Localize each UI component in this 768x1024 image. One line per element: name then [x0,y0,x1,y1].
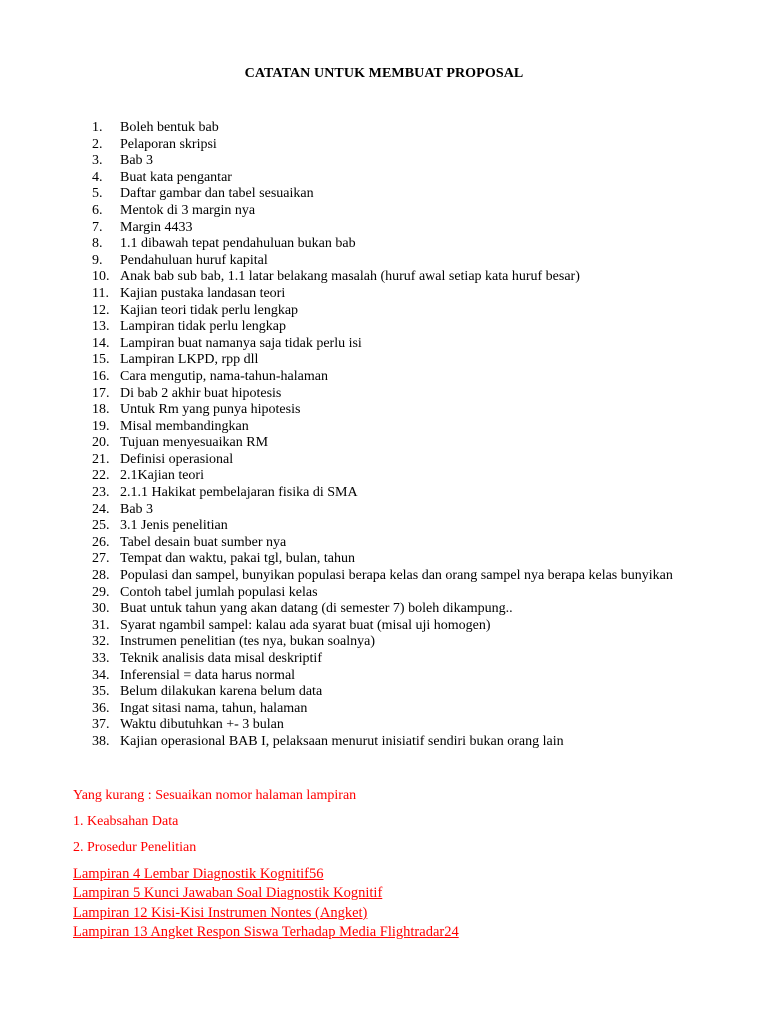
list-item-number: 1. [92,120,103,135]
list-item [72,668,752,685]
list-item-text: Misal membandingkan [120,418,249,434]
note-item-prosedur-penelitian: 2. Prosedur Penelitian [73,840,197,855]
list-item-number: 13. [92,319,110,335]
list-item [72,435,752,452]
list-item [72,153,752,170]
list-item [72,568,752,585]
list-item [72,137,752,154]
list-item-text: Bab 3 [120,153,154,169]
list-item [72,452,752,469]
list-item-number: 12. [92,302,110,318]
list-item-number: 21. [92,451,110,467]
list-item [72,535,752,552]
list-item-number: 20. [92,435,110,451]
list-item [72,551,752,568]
link-lampiran-12[interactable]: Lampiran 12 Kisi-Kisi Instrumen Nontes (Angket) [73,905,368,921]
list-item-number: 4. [92,169,103,185]
list-item [72,734,752,751]
list-item-number: 11. [92,285,109,301]
list-item [72,269,752,286]
list-item-number: 19. [92,418,110,434]
list-item-text: Pelaporan skripsi [120,136,217,152]
list-item-text: 2.1Kajian teori [120,468,204,484]
link-lampiran-13[interactable]: Lampiran 13 Angket Respon Siswa Terhadap Media Flightradar24 [73,924,459,940]
list-item-number: 38. [92,733,110,749]
list-item-number: 25. [92,518,110,534]
list-item-text: Syarat ngambil sampel: kalau ada syarat buat (misal uji homogen) [120,617,491,633]
list-item [72,717,752,734]
list-item [72,236,752,253]
list-item-number: 16. [92,368,110,384]
list-item-text: 3.1 Jenis penelitian [120,518,228,534]
list-item-number: 7. [92,219,103,235]
list-item-number: 9. [92,252,103,268]
list-item-number: 15. [92,352,110,368]
list-item [72,336,752,353]
list-item-number: 23. [92,485,110,501]
list-item-number: 5. [92,186,103,202]
list-item [72,585,752,602]
list-item [72,502,752,519]
list-item-text: Pendahuluan huruf kapital [120,252,268,268]
list-item-number: 29. [92,584,110,600]
list-item-number: 2. [92,136,103,152]
list-item [72,634,752,651]
list-item [72,303,752,320]
list-item-text: Buat kata pengantar [120,169,232,185]
list-item-number: 33. [92,651,110,666]
list-item-number: 34. [92,667,110,683]
list-item-text: Teknik analisis data misal deskriptif [120,651,322,666]
list-item [72,419,752,436]
list-item-text: Cara mengutip, nama-tahun-halaman [120,368,328,384]
list-item-text: Tempat dan waktu, pakai tgl, bulan, tahun [120,551,356,567]
list-item [72,618,752,635]
list-item-number: 35. [92,684,110,700]
list-item-text: Ingat sitasi nama, tahun, halaman [120,700,308,716]
list-item-number: 18. [92,402,110,418]
list-item-text: Instrumen penelitian (tes nya, bukan soalnya) [120,634,376,650]
list-item-number: 24. [92,501,110,517]
list-item-number: 31. [92,617,110,633]
list-item [72,701,752,718]
link-lampiran-4[interactable]: Lampiran 4 Lembar Diagnostik Kognitif56 [73,866,324,882]
list-item-text: 1.1 dibawah tepat pendahuluan bukan bab [120,236,356,252]
list-item [72,286,752,303]
list-item-text: Kajian teori tidak perlu lengkap [120,302,299,318]
list-item [72,684,752,701]
list-item-number: 8. [92,236,103,252]
list-item-text: Bab 3 [120,501,154,517]
list-item [72,651,752,668]
note-yang-kurang: Yang kurang : Sesuaikan nomor halaman lampiran [73,788,357,803]
list-item-text: Di bab 2 akhir buat hipotesis [120,385,282,401]
list-item [72,485,752,502]
list-item [72,170,752,187]
list-item-text: Daftar gambar dan tabel sesuaikan [120,186,314,202]
list-item-number: 26. [92,534,110,550]
list-item-number: 3. [92,153,103,169]
list-item-text: Untuk Rm yang punya hipotesis [120,402,301,418]
list-item [72,369,752,386]
list-item-number: 6. [92,202,103,218]
link-lampiran-5[interactable]: Lampiran 5 Kunci Jawaban Soal Diagnostik Kognitif [73,885,383,901]
list-item-number: 28. [92,568,110,584]
list-item [72,220,752,237]
note-item-keabsahan-data: 1. Keabsahan Data [73,814,179,829]
list-item-text: Inferensial = data harus normal [120,667,296,683]
list-item [72,186,752,203]
list-item-number: 22. [92,468,110,484]
list-item-text: Anak bab sub bab, 1.1 latar belakang masalah (huruf awal setiap kata huruf besar) [120,269,580,285]
list-item-text: Kajian pustaka landasan teori [120,285,286,301]
list-item [72,319,752,336]
list-item-text: Boleh bentuk bab [120,120,219,135]
list-item-text: Lampiran LKPD, rpp dll [120,352,259,368]
list-item-text: Definisi operasional [120,451,234,467]
list-item-text: Waktu dibutuhkan +- 3 bulan [120,717,284,733]
list-item-text: Contoh tabel jumlah populasi kelas [120,584,318,600]
list-item-number: 37. [92,717,110,733]
list-item-text: Kajian operasional BAB I, pelaksaan menurut inisiatif sendiri bukan orang lain [120,733,564,749]
list-item-text: Lampiran tidak perlu lengkap [120,319,286,335]
list-item [72,468,752,485]
list-item [72,518,752,535]
list-item [72,120,752,137]
list-item-text: Tabel desain buat sumber nya [120,534,287,550]
list-item [72,386,752,403]
list-item [72,203,752,220]
list-item-text: Belum dilakukan karena belum data [120,684,323,700]
list-item-text: Margin 4433 [120,219,193,235]
list-item-text: Populasi dan sampel, bunyikan populasi berapa kelas dan orang sampel nya berapa kelas bunyikan [120,568,673,584]
list-item-text: Lampiran buat namanya saja tidak perlu isi [120,335,362,351]
list-item [72,601,752,618]
list-item-number: 36. [92,700,110,716]
list-item-number: 14. [92,335,110,351]
list-item-number: 17. [92,385,110,401]
list-item-number: 30. [92,601,110,617]
list-item-number: 10. [92,269,110,285]
list-item [72,402,752,419]
list-item-number: 27. [92,551,110,567]
list-item-text: Mentok di 3 margin nya [120,202,256,218]
list-item-text: 2.1.1 Hakikat pembelajaran fisika di SMA [120,485,358,501]
list-item-number: 32. [92,634,110,650]
document-title: CATATAN UNTUK MEMBUAT PROPOSAL [244,66,524,81]
list-item-text: Buat untuk tahun yang akan datang (di semester 7) boleh dikampung.. [120,601,513,617]
numbered-list [72,120,752,751]
list-item [72,352,752,369]
list-item [72,253,752,270]
list-item-text: Tujuan menyesuaikan RM [120,435,269,451]
